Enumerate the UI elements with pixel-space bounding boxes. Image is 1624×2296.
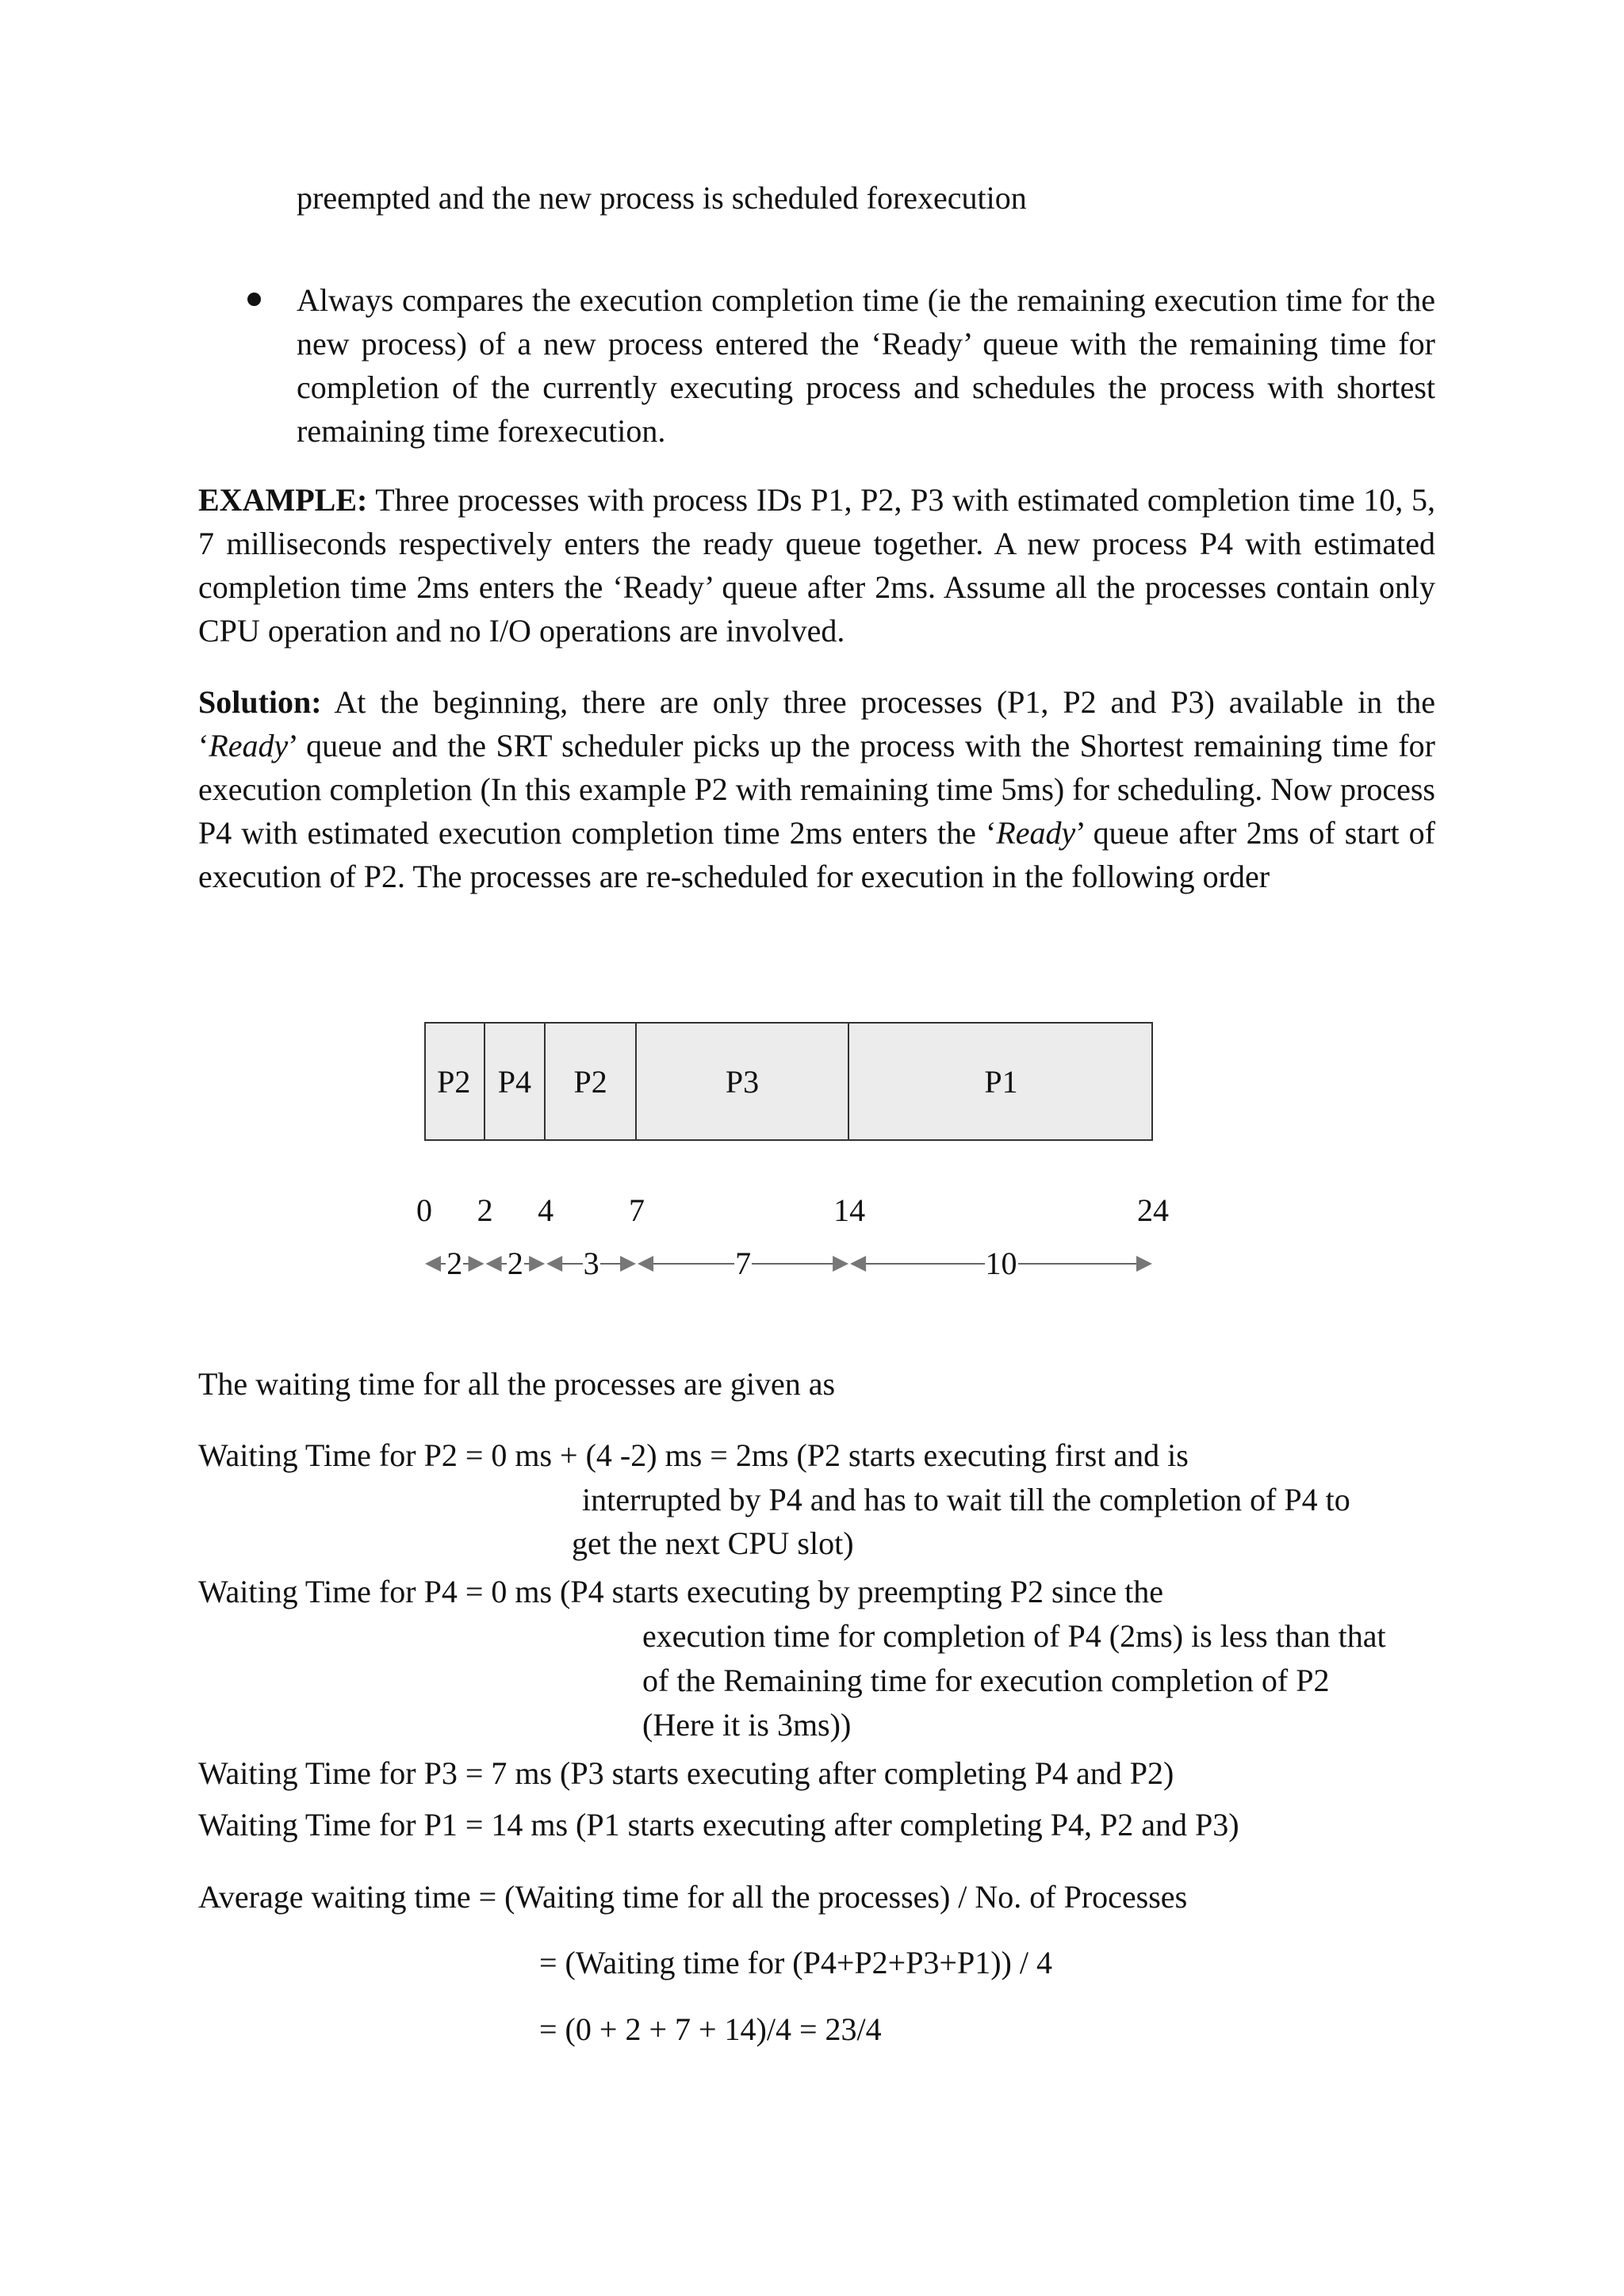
- wt-p4-line1: Waiting Time for P4 = 0 ms (P4 starts executing by preempting P2 since the: [198, 1574, 1164, 1609]
- gantt-tick-label: 2: [477, 1192, 493, 1228]
- arrow-head-right: [833, 1256, 848, 1272]
- duration-label: 3: [583, 1246, 599, 1281]
- duration-label: 7: [735, 1246, 752, 1281]
- gantt-segment-p3: P3: [637, 1024, 849, 1139]
- bullet-text: Always compares the execution completion time (ie the remaining execution time for the new process) of a new process entered the ‘Ready’ queue with the remaining time for completion of the currently executing process and schedules the process with shortest remaining time forexecution.: [297, 282, 1435, 449]
- arrow-head-right: [1136, 1256, 1152, 1272]
- ready-term: Ready: [209, 728, 289, 763]
- wt-p2-line3: get the next CPU slot): [572, 1525, 854, 1561]
- arrow-head-left: [546, 1256, 562, 1272]
- arrow-head-right: [529, 1256, 545, 1272]
- wt-p4-line2: execution time for completion of P4 (2ms) is less than that: [642, 1618, 1386, 1654]
- example-paragraph: [198, 478, 1435, 652]
- ready-term: Ready: [996, 815, 1076, 851]
- solution-text-3: ’ queue after 2ms of start of execution of P2. The processes are re-scheduled for execution in the following order: [198, 815, 1435, 894]
- gantt-segment-p2: P2: [424, 1024, 485, 1139]
- gantt-tick-label: 24: [1137, 1192, 1169, 1228]
- bullet-dot: [247, 293, 261, 306]
- avg-line3: = (0 + 2 + 7 + 14)/4 = 23/4: [539, 2011, 882, 2047]
- arrow-head-right: [469, 1256, 485, 1272]
- example-text: Three processes with process IDs P1, P2, P3 with estimated completion time 10, 5, 7 milliseconds respectively enters the ready queue together. A new process P4 with estimated completion time 2ms enters the ‘Ready’ queue after 2ms. Assume all the processes contain only CPU operation and no I/O operations are involved.: [198, 482, 1435, 649]
- solution-label: Solution:: [198, 684, 322, 720]
- arrow-head-left: [486, 1256, 502, 1272]
- top-line: preempted and the new process is scheduled forexecution: [297, 180, 1027, 216]
- waiting-intro: The waiting time for all the processes are given as: [198, 1366, 836, 1402]
- wt-p4-line3: of the Remaining time for execution completion of P2: [642, 1663, 1330, 1698]
- wt-p1: Waiting Time for P1 = 14 ms (P1 starts executing after completing P4, P2 and P3): [198, 1807, 1239, 1843]
- gantt-segment-p2: P2: [546, 1024, 637, 1139]
- gantt-tick-label: 7: [629, 1192, 645, 1228]
- duration-label: 10: [985, 1246, 1017, 1281]
- gantt-segment-p1: P1: [984, 1063, 1018, 1100]
- avg-line1: Average waiting time = (Waiting time for all the processes) / No. of Processes: [198, 1879, 1188, 1915]
- gantt-tick-label: 4: [538, 1192, 554, 1228]
- arrow-head-left: [638, 1256, 653, 1272]
- duration-label: 2: [507, 1246, 523, 1281]
- arrow-head-right: [620, 1256, 636, 1272]
- gantt-chart: [424, 1022, 1153, 1141]
- example-label: EXAMPLE:: [198, 482, 368, 518]
- duration-label: 2: [446, 1246, 463, 1281]
- wt-p2-line2: interrupted by P4 and has to wait till the completion of P4 to: [582, 1482, 1350, 1517]
- solution-paragraph: [198, 680, 1435, 898]
- wt-p2-line1: Waiting Time for P2 = 0 ms + (4 -2) ms = 2ms (P2 starts executing first and is: [198, 1437, 1189, 1473]
- arrow-head-left: [425, 1256, 441, 1272]
- wt-p4-line4: (Here it is 3ms)): [642, 1707, 852, 1743]
- gantt-tick-label: 0: [416, 1192, 432, 1228]
- solution-text-2: ’ queue and the SRT scheduler picks up the process with the Shortest remaining time for execution completion (In this example P2 with remaining time 5ms) for scheduling. Now process P4 with estimated execution completion time 2ms enters the ‘: [198, 728, 1435, 851]
- gantt-tick-label: 14: [833, 1192, 866, 1228]
- avg-line2: = (Waiting time for (P4+P2+P3+P1)) / 4: [539, 1945, 1052, 1980]
- wt-p3: Waiting Time for P3 = 7 ms (P3 starts executing after completing P4 and P2): [198, 1755, 1174, 1791]
- arrow-head-left: [850, 1256, 866, 1272]
- gantt-segment-p4: P4: [485, 1024, 546, 1139]
- solution-text-1: At the beginning, there are only three processes (P1, P2 and P3) available in the ‘: [198, 684, 1435, 763]
